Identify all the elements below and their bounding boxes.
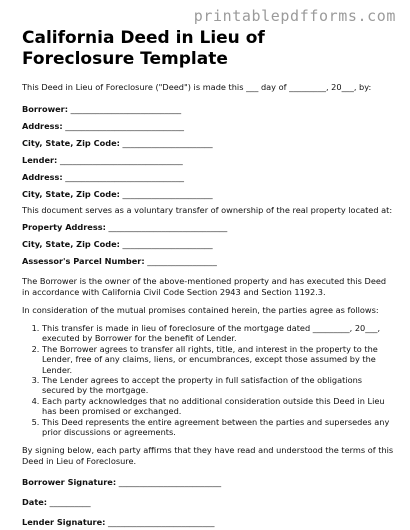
fill-line: _________________________ (118, 477, 222, 488)
property-address-field[interactable] (22, 222, 394, 233)
property-fields (22, 222, 394, 267)
parcel-number-field[interactable] (22, 256, 394, 267)
lender-city-state-zip-field[interactable] (22, 189, 394, 200)
field-label: Date: (22, 497, 48, 508)
field-label: City, State, Zip Code: (22, 239, 120, 249)
field-label: Borrower: (22, 104, 68, 114)
date-field[interactable] (22, 497, 394, 508)
fill-line: __________________________ (108, 517, 215, 528)
field-label: Property Address: (22, 222, 106, 232)
term-item: 1. This transfer is made in lieu of foreclosure of the mortgage dated _________, 20___, executed by Borrower for the benefit of Lender. (42, 323, 394, 344)
document-title: California Deed in Lieu of Foreclosure Template (22, 28, 265, 69)
field-label: Assessor's Parcel Number: (22, 256, 145, 266)
field-label: Lender: (22, 155, 58, 165)
terms-list (22, 323, 394, 437)
fill-line: __________ (49, 497, 91, 508)
fill-line: ___________________________ (70, 104, 182, 114)
fill-line: ______________________________ (59, 155, 183, 165)
document-page (22, 28, 394, 528)
borrower-signature-field[interactable] (22, 477, 394, 488)
field-label: City, State, Zip Code: (22, 138, 120, 148)
fill-line: _____________________________ (65, 172, 184, 182)
consideration-intro: In consideration of the mutual promises contained herein, the parties agree as follows: (22, 305, 379, 315)
field-label: Borrower Signature: (22, 477, 117, 488)
term-item: 4. Each party acknowledges that no additional consideration outside this Deed in Lieu has been promised or exchanged. (42, 396, 394, 417)
intro-paragraph: This Deed in Lieu of Foreclosure ("Deed") is made this ___ day of _________, 20___, by: (22, 82, 372, 92)
fill-line: ______________________ (122, 189, 213, 199)
party-fields (22, 104, 394, 200)
affirmation-paragraph: By signing below, each party affirms that they have read and understood the terms of this Deed in Lieu of Foreclosure. (22, 445, 394, 467)
field-label: Address: (22, 172, 63, 182)
borrower-field[interactable] (22, 104, 394, 115)
borrower-city-state-zip-field[interactable] (22, 138, 394, 149)
field-label: City, State, Zip Code: (22, 189, 120, 199)
fill-line: _____________________________ (65, 121, 184, 131)
signature-fields (22, 477, 394, 528)
watermark-text: printablepdfforms.com (193, 7, 396, 25)
fill-line: _____________________________ (108, 222, 228, 232)
field-label: Address: (22, 121, 63, 131)
term-item: 2. The Borrower agrees to transfer all rights, title, and interest in the property to the Lender, free of any claims, liens, or encumbrances, except those assumed by the Lender. (42, 344, 394, 375)
borrower-address-field[interactable] (22, 121, 394, 132)
field-label: Lender Signature: (22, 517, 106, 528)
fill-line: _________________ (147, 256, 217, 266)
lender-signature-field[interactable] (22, 517, 394, 528)
lender-field[interactable] (22, 155, 394, 166)
transfer-statement: This document serves as a voluntary transfer of ownership of the real property located at: (22, 205, 393, 215)
term-item: 3. The Lender agrees to accept the property in full satisfaction of the obligations secured by the mortgage. (42, 375, 394, 396)
term-item: 5. This Deed represents the entire agreement between the parties and supersedes any prior discussions or agreements. (42, 417, 394, 438)
fill-line: ______________________ (122, 138, 213, 148)
borrower-statement: The Borrower is the owner of the above-mentioned property and has executed this Deed in accordance with California Civil Code Section 2943 and Section 1192.3. (22, 276, 387, 297)
lender-address-field[interactable] (22, 172, 394, 183)
fill-line: ______________________ (122, 239, 213, 249)
property-city-state-zip-field[interactable] (22, 239, 394, 250)
